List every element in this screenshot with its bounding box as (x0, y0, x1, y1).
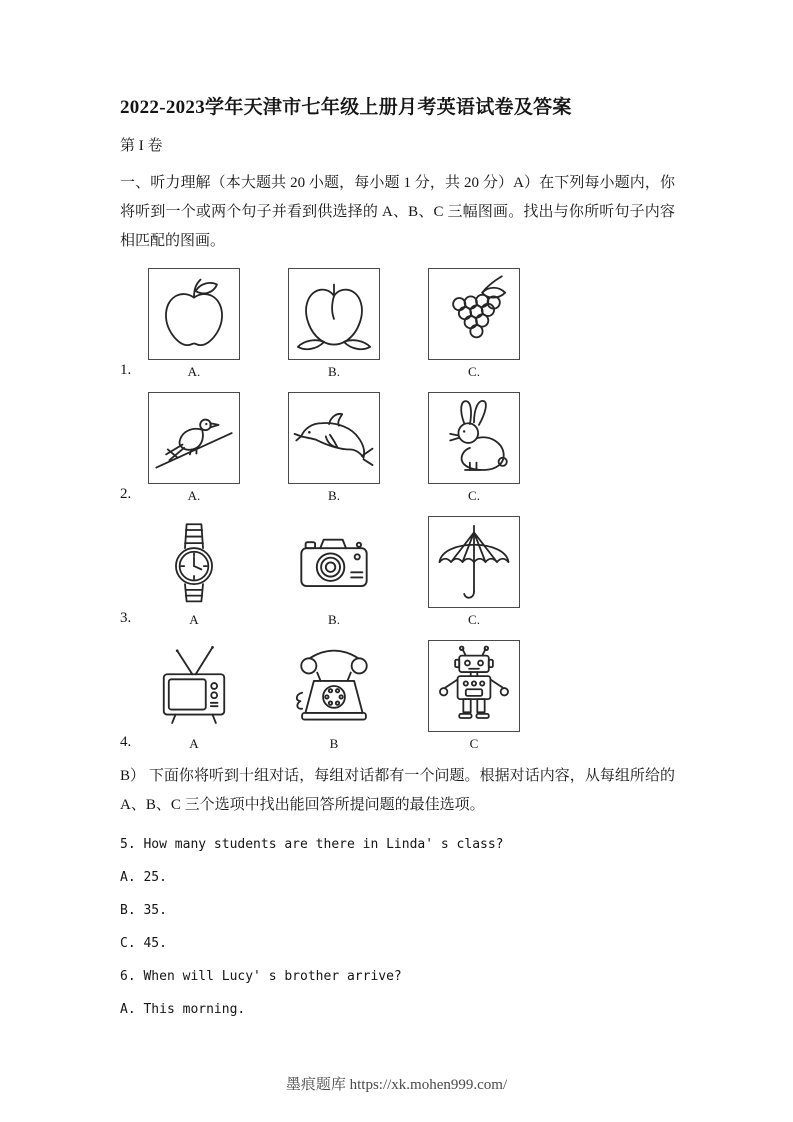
question-1-option-c (428, 268, 520, 380)
question-2-option-c (428, 392, 520, 504)
picture-question-row-3 (120, 516, 675, 628)
question-5-text: 5. How many students are there in Linda' s class? (120, 837, 504, 852)
question-4-option-b (288, 640, 380, 752)
volume-heading: 第 I 卷 (120, 138, 163, 154)
question-3-option-c (428, 516, 520, 628)
option-a-label: A (189, 612, 199, 627)
question-1-option-a (148, 268, 240, 380)
robot-icon (433, 645, 515, 727)
question-5-choice-c: C. 45. (120, 936, 167, 951)
section-a-intro: 一、听力理解（本大题共 20 小题，每小题 1 分，共 20 分）A）在下列每小题内，你将听到一个或两个句子并看到供选择的 A、B、C 三幅图画。找出与你所听句子内容相匹配的图画。 (120, 175, 675, 249)
picture-question-row-1 (120, 268, 675, 380)
option-a-label: A. (187, 488, 201, 503)
option-c-label: C. (468, 612, 480, 627)
question-1-number: 1. (120, 362, 132, 378)
question-4-option-c (428, 640, 520, 752)
option-a-label: A (189, 736, 199, 751)
question-4-number: 4. (120, 734, 132, 750)
question-4-option-a (148, 640, 240, 752)
camera-icon (291, 519, 377, 605)
umbrella-image (428, 516, 520, 608)
question-2-option-b (288, 392, 380, 504)
footer-url-link[interactable]: https://xk.mohen999.com/ (349, 1077, 508, 1093)
question-5-choice-a: A. 25. (120, 870, 167, 885)
grapes-image (428, 268, 520, 360)
bird-image (148, 392, 240, 484)
question-6-text: 6. When will Lucy' s brother arrive? (120, 969, 402, 984)
tv-icon (152, 644, 236, 728)
question-3-option-a (148, 516, 240, 628)
footer-site-name: 墨痕题库 (285, 1077, 346, 1093)
question-1-option-b (288, 268, 380, 380)
grapes-icon (433, 273, 515, 355)
picture-question-row-2 (120, 392, 675, 504)
question-3-option-b (288, 516, 380, 628)
telephone-image (288, 640, 380, 732)
question-6-choice-a: A. This morning. (120, 1002, 246, 1017)
rabbit-image (428, 392, 520, 484)
question-2-option-a (148, 392, 240, 504)
dolphin-icon (293, 397, 375, 479)
tv-image (148, 640, 240, 732)
telephone-icon (292, 644, 376, 728)
footer (0, 1073, 793, 1094)
section-b-intro: B） 下面你将听到十组对话，每组对话都有一个问题。根据对话内容，从每组所给的 A、B、C 三个选项中找出能回答所提问题的最佳选项。 (120, 768, 675, 813)
option-b-label: B. (328, 488, 340, 503)
peach-image (288, 268, 380, 360)
option-a-label: A. (187, 364, 201, 379)
option-b-label: B. (328, 364, 340, 379)
apple-image (148, 268, 240, 360)
option-c-label: C. (468, 364, 480, 379)
bird-icon (153, 397, 235, 479)
apple-icon (153, 273, 235, 355)
peach-icon (293, 273, 375, 355)
page-title: 2022-2023学年天津市七年级上册月考英语试卷及答案 (120, 97, 572, 118)
dolphin-image (288, 392, 380, 484)
question-5-choice-b: B. 35. (120, 903, 167, 918)
watch-icon (153, 521, 235, 603)
option-c-label: C. (468, 488, 480, 503)
rabbit-icon (433, 397, 515, 479)
watch-image (148, 516, 240, 608)
question-3-number: 3. (120, 610, 132, 626)
robot-image (428, 640, 520, 732)
option-b-label: B. (328, 612, 340, 627)
option-b-label: B (329, 736, 339, 751)
option-c-label: C (469, 736, 479, 751)
umbrella-icon (433, 521, 515, 603)
picture-question-row-4 (120, 640, 675, 752)
camera-image (288, 516, 380, 608)
question-2-number: 2. (120, 486, 132, 502)
